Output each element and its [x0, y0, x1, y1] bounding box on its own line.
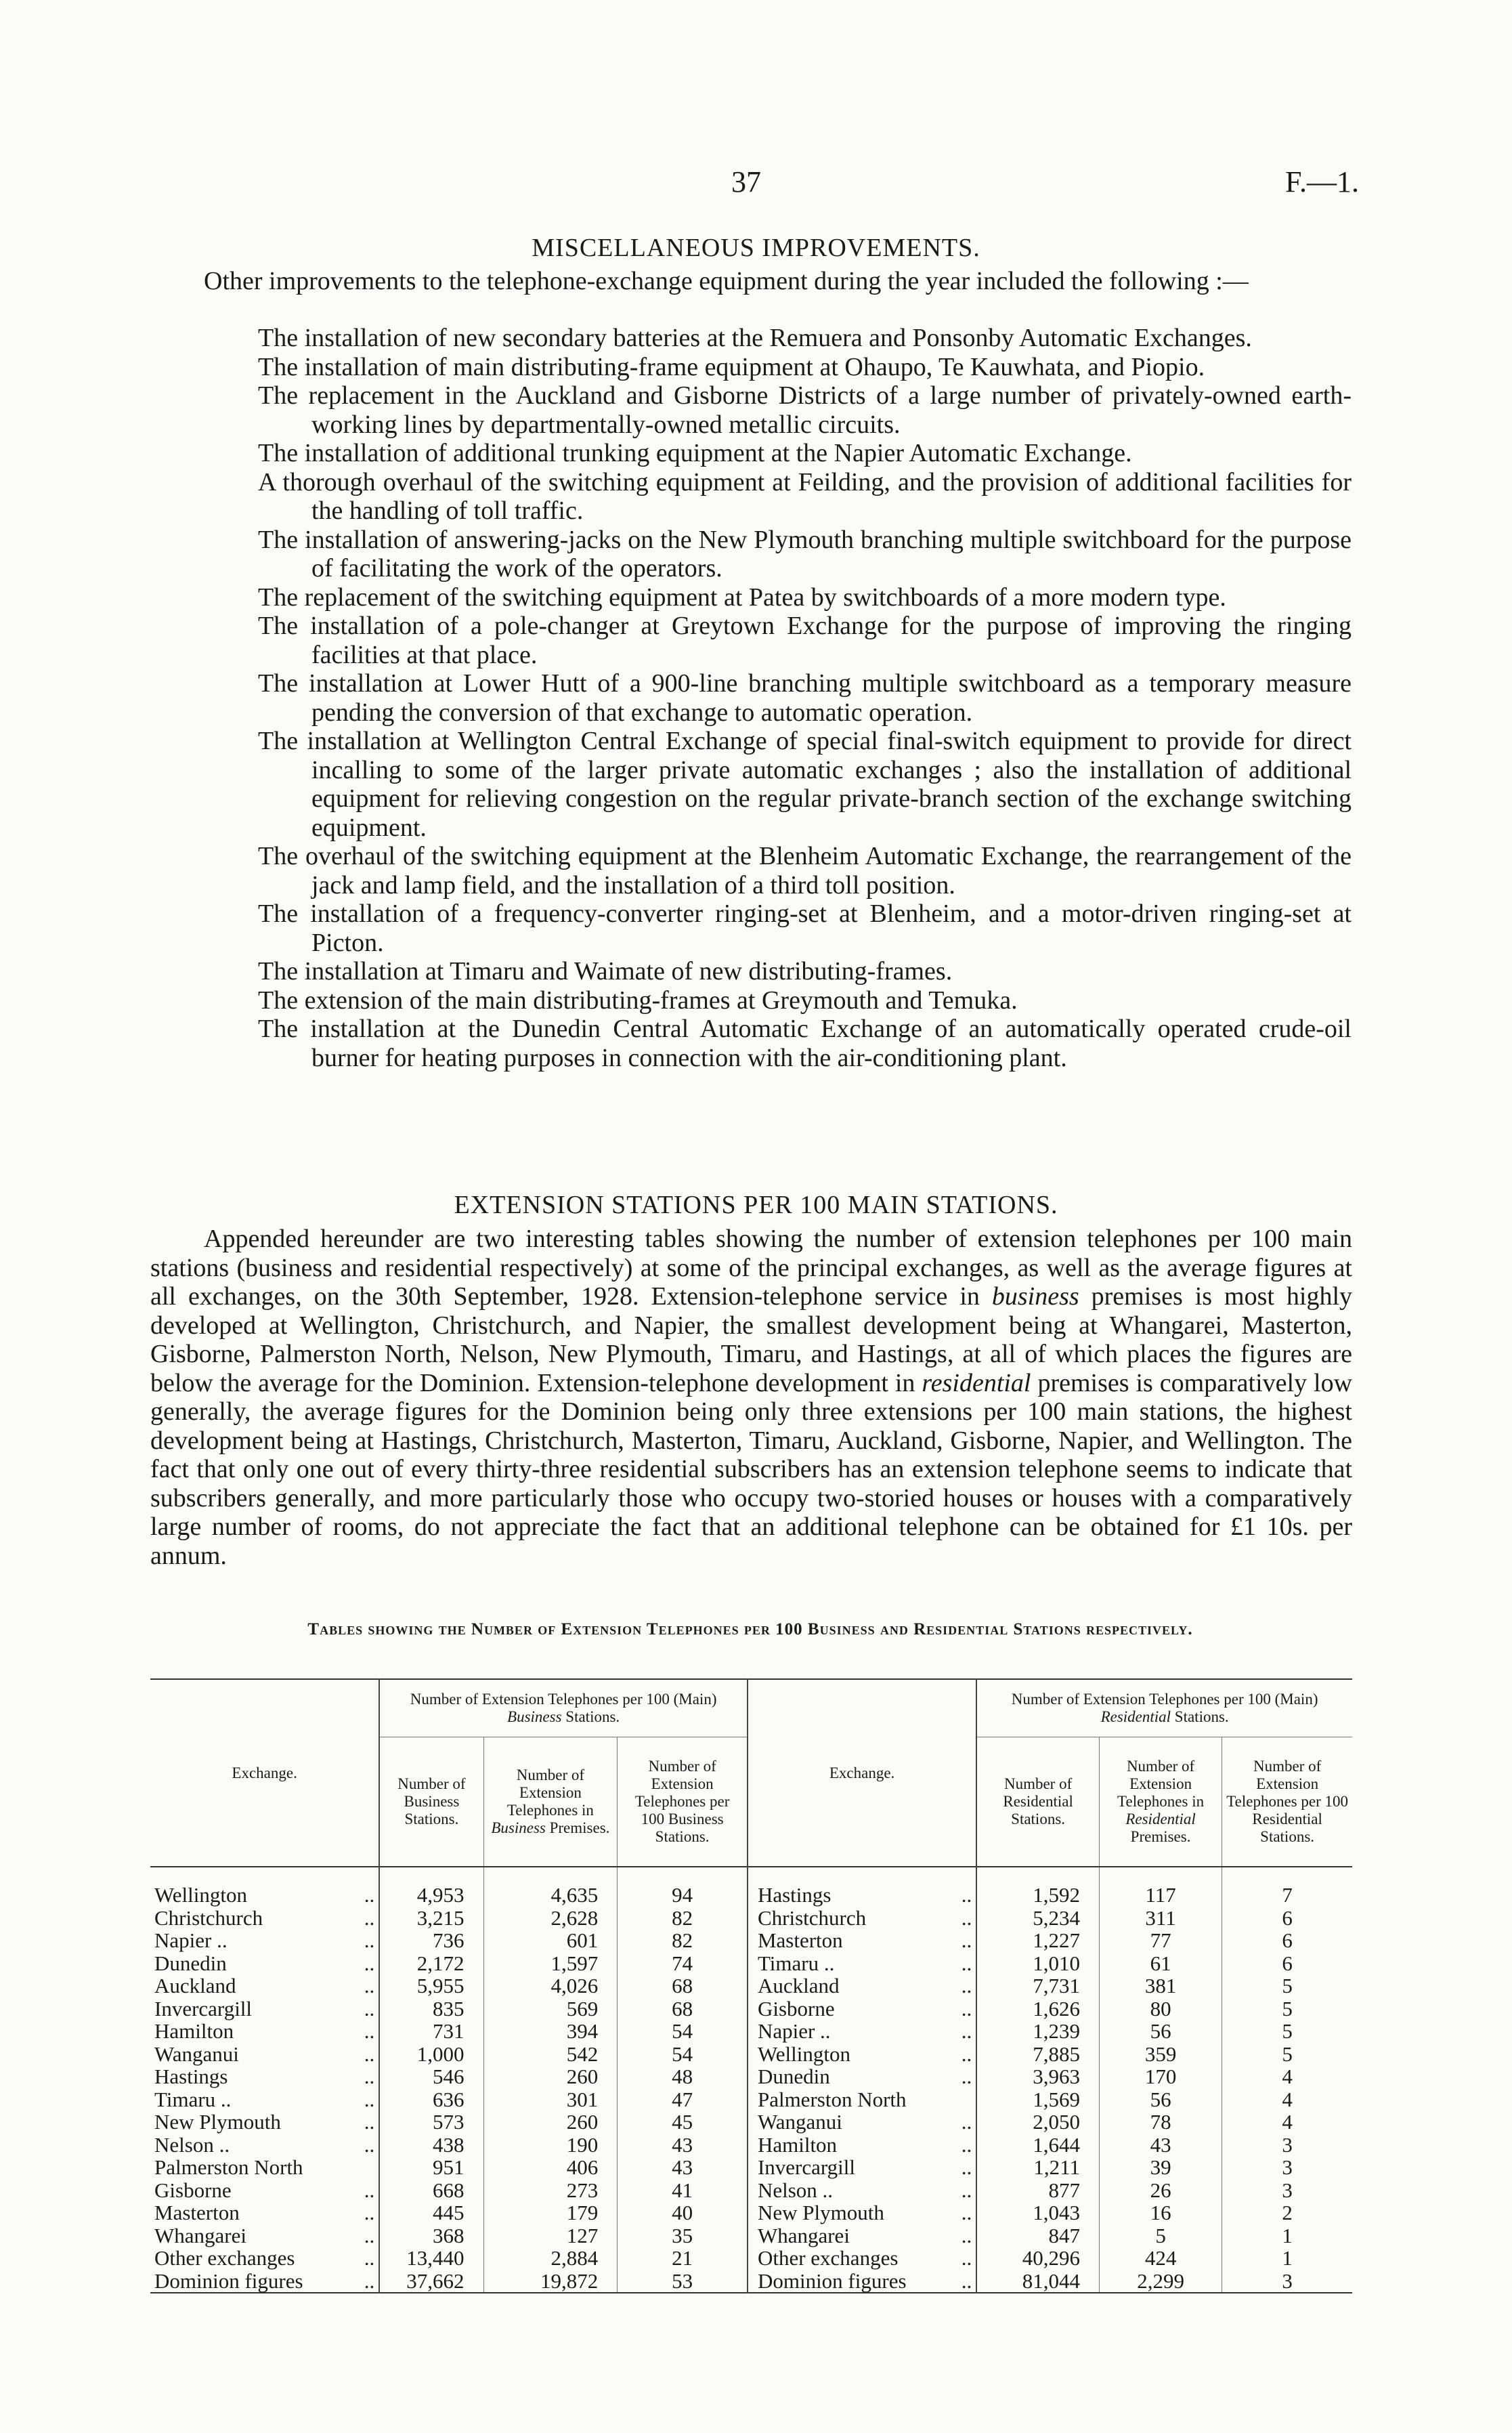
improvement-item: The replacement in the Auckland and Gisborne Districts of a large number of privately-owned earth-working lines by departmentally-owned metallic circuits.: [258, 381, 1352, 439]
business-exchange-name: Nelson ..: [154, 2132, 230, 2157]
leader-dots: ..: [961, 2201, 972, 2224]
leader-dots: ..: [961, 1928, 972, 1952]
business-main-stations: 4,953: [379, 1884, 483, 1907]
leader-dots: ..: [961, 2065, 972, 2088]
business-per100: 40: [618, 2201, 748, 2224]
business-exchange-name: Timaru ..: [154, 2087, 232, 2111]
business-per100: 21: [618, 2247, 748, 2270]
improvement-item: The installation of new secondary batteries at the Remuera and Ponsonby Automatic Exchanges.: [258, 324, 1252, 352]
residential-extension-count: 311: [1099, 1907, 1222, 1930]
residential-per100: 3: [1222, 2179, 1352, 2202]
leader-dots: ..: [364, 2201, 375, 2224]
leader-dots: ..: [364, 1974, 375, 1997]
improvement-item: The extension of the main distributing-frames at Greymouth and Temuka.: [258, 986, 1018, 1015]
table-caption-text: Tables showing the Number of Extension Telephones per 100 Business and Residential Stations respectively.: [307, 1620, 1193, 1638]
leader-dots: ..: [364, 2065, 375, 2088]
residential-extension-count: 381: [1099, 1974, 1222, 1997]
business-extension-count: 4,635: [483, 1884, 618, 1907]
residential-group-header: Number of Extension Telephones per 100 (Main) Residential Stations.: [976, 1679, 1352, 1737]
residential-main-stations: 81,044: [976, 2270, 1099, 2293]
residential-exchange-name: Other exchanges: [748, 2247, 937, 2270]
page-number: 37: [731, 165, 761, 198]
leader-dots: ..: [961, 1883, 972, 1907]
improvement-item: The overhaul of the switching equipment at the Blenheim Automatic Exchange, the rearrangement of the jack and lamp field, and the installation of a third toll position.: [258, 842, 1352, 900]
business-exchange-name: Invercargill: [154, 1996, 253, 2021]
table-row: [150, 1929, 1352, 1952]
leader-dots: ..: [364, 2019, 375, 2043]
residential-per100: 1: [1222, 2247, 1352, 2270]
residential-main-header: Number of Residential Stations.: [976, 1737, 1099, 1867]
residential-exchange-name: Invercargill: [748, 2156, 937, 2179]
business-main-stations: 951: [379, 2156, 483, 2179]
residential-main-stations: 1,211: [976, 2156, 1099, 2179]
residential-extension-count: 2,299: [1099, 2270, 1222, 2293]
residential-per100: 1: [1222, 2224, 1352, 2247]
residential-exchange-name: Hamilton: [748, 2134, 937, 2157]
business-exchange-name: New Plymouth: [154, 2110, 281, 2134]
leader-dots: ..: [961, 1996, 972, 2021]
business-exchange-name: Whangarei: [154, 2223, 246, 2247]
table-row: [150, 2179, 1352, 2202]
residential-main-stations: 1,010: [976, 1952, 1099, 1975]
table-row: [150, 1907, 1352, 1930]
business-extension-count: 601: [483, 1929, 618, 1952]
business-extension-count: 260: [483, 2111, 618, 2134]
misc-heading: MISCELLANEOUS IMPROVEMENTS.: [532, 234, 980, 262]
residential-extension-count: 78: [1099, 2111, 1222, 2134]
residential-per100: 5: [1222, 2020, 1352, 2043]
residential-exchange-name: Auckland: [748, 1974, 937, 1997]
residential-per100: 4: [1222, 2088, 1352, 2111]
business-main-stations: 668: [379, 2179, 483, 2202]
misc-intro: Other improvements to the telephone-exchange equipment during the year included the following :—: [204, 267, 1249, 295]
business-main-stations: 3,215: [379, 1907, 483, 1930]
residential-per100: 5: [1222, 1997, 1352, 2021]
table-row: [150, 2111, 1352, 2134]
leader-dots: ..: [961, 2041, 972, 2066]
leader-dots: ..: [364, 2178, 375, 2202]
residential-main-stations: 40,296: [976, 2247, 1099, 2270]
residential-extension-count: 170: [1099, 2065, 1222, 2088]
residential-extension-count: 26: [1099, 2179, 1222, 2202]
business-main-stations: 835: [379, 1997, 483, 2021]
business-exchange-name: Hamilton: [154, 2019, 234, 2043]
business-extension-count: 2,628: [483, 1907, 618, 1930]
business-exchange-name: Dominion figures: [154, 2268, 303, 2293]
leader-dots: ..: [364, 2110, 375, 2134]
residential-per100: 2: [1222, 2201, 1352, 2224]
table-row: [150, 2247, 1352, 2270]
leader-dots: ..: [364, 1928, 375, 1952]
table-row: [150, 1974, 1352, 1997]
residential-per100: 6: [1222, 1929, 1352, 1952]
leader-dots: ..: [364, 2041, 375, 2066]
residential-main-stations: 1,569: [976, 2088, 1099, 2111]
residential-extension-count: 77: [1099, 1929, 1222, 1952]
residential-extension-count: 16: [1099, 2201, 1222, 2224]
business-extension-count: 542: [483, 2043, 618, 2066]
paragraph-text: premises is most highly developed at Wellington, Christchurch, and Napier, the smallest development being at Whangarei, Masterton, Gisborne, Palmerston North, Nelson, New Plymouth, Timaru, and Hastings, at all of which places the figures are below the average for the Dominion. Extension-telephone development in: [150, 1282, 1353, 1397]
improvement-item: The installation of main distributing-frame equipment at Ohaupo, Te Kauwhata, and Piopio.: [258, 352, 1205, 381]
residential-exchange-name: Masterton: [748, 1929, 937, 1952]
residential-per100-header: Number of Extension Telephones per 100 Residential Stations.: [1222, 1737, 1352, 1867]
residential-per100: 6: [1222, 1952, 1352, 1975]
leader-dots: ..: [364, 1996, 375, 2021]
leader-dots: ..: [961, 1951, 972, 1975]
business-group-header: Number of Extension Telephones per 100 (Main) Business Stations.: [379, 1679, 748, 1737]
document-reference: F.—1.: [1285, 165, 1359, 198]
leader-dots: ..: [364, 2268, 375, 2293]
business-extension-count: 394: [483, 2020, 618, 2043]
table-row: [150, 2156, 1352, 2179]
business-per100: 43: [618, 2156, 748, 2179]
residential-main-stations: 847: [976, 2224, 1099, 2247]
business-per100: 35: [618, 2224, 748, 2247]
residential-extension-count: 424: [1099, 2247, 1222, 2270]
leader-dots: ..: [961, 2019, 972, 2043]
business-per100: 41: [618, 2179, 748, 2202]
business-per100: 43: [618, 2134, 748, 2157]
business-per100: 82: [618, 1929, 748, 1952]
residential-extension-count: 43: [1099, 2134, 1222, 2157]
business-per100: 45: [618, 2111, 748, 2134]
business-extension-count: 1,597: [483, 1952, 618, 1975]
residential-exchange-name: Palmerston North: [748, 2088, 937, 2111]
residential-exchange-name: Napier ..: [748, 2020, 937, 2043]
business-main-header: Number of Business Stations.: [379, 1737, 483, 1867]
extension-heading: EXTENSION STATIONS PER 100 MAIN STATIONS.: [454, 1191, 1058, 1219]
residential-exchange-name: Gisborne: [748, 1997, 937, 2021]
business-main-stations: 573: [379, 2111, 483, 2134]
residential-per100: 5: [1222, 2043, 1352, 2066]
business-extension-count: 301: [483, 2088, 618, 2111]
leader-dots: ..: [364, 2132, 375, 2157]
paragraph-text: premises is comparatively low generally, the average figures for the Dominion being only three extensions per 100 main stations, the highest development being at Hastings, Christchurch, Masterton, Timaru, Auckland, Gisborne, Napier, and Wellington. The fact that only one out of every thirty-three residential subscribers has an extension telephone seems to indicate that subscribers generally, and more particularly those who occupy two-storied houses or houses with a comparatively large number of rooms, do not appreciate the fact that an additional telephone can be obtained for £1 10s. per annum.: [150, 1368, 1353, 1570]
residential-extension-count: 117: [1099, 1884, 1222, 1907]
leader-dots: [340, 2156, 379, 2179]
residential-main-stations: 1,239: [976, 2020, 1099, 2043]
business-main-stations: 13,440: [379, 2247, 483, 2270]
business-per100: 53: [618, 2270, 748, 2293]
business-extension-count: 19,872: [483, 2270, 618, 2293]
business-main-stations: 546: [379, 2065, 483, 2088]
business-per100: 68: [618, 1974, 748, 1997]
business-exchange-name: Wanganui: [154, 2041, 239, 2066]
residential-per100: 4: [1222, 2111, 1352, 2134]
leader-dots: ..: [961, 2178, 972, 2202]
residential-exchange-name: Whangarei: [748, 2224, 937, 2247]
residential-exchange-name: New Plymouth: [748, 2201, 937, 2224]
business-main-stations: 2,172: [379, 1952, 483, 1975]
leader-dots: ..: [364, 1951, 375, 1975]
residential-per100: 5: [1222, 1974, 1352, 1997]
leader-dots: [937, 2088, 976, 2111]
business-extension-count: 190: [483, 2134, 618, 2157]
residential-main-stations: 1,592: [976, 1884, 1099, 1907]
business-exchange-name: Wellington: [154, 1883, 247, 1907]
residential-per100: 3: [1222, 2270, 1352, 2293]
emphasis-residential: residential: [922, 1368, 1031, 1397]
business-main-stations: 636: [379, 2088, 483, 2111]
improvement-item: The installation of a pole-changer at Greytown Exchange for the purpose of improving the ringing facilities at that place.: [258, 612, 1352, 669]
business-main-stations: 368: [379, 2224, 483, 2247]
residential-extension-count: 56: [1099, 2020, 1222, 2043]
leader-dots: ..: [961, 2246, 972, 2270]
residential-exchange-name: Dunedin: [748, 2065, 937, 2088]
business-main-stations: 445: [379, 2201, 483, 2224]
leader-dots: ..: [961, 1905, 972, 1930]
residential-main-stations: 2,050: [976, 2111, 1099, 2134]
business-main-stations: 736: [379, 1929, 483, 1952]
business-exchange-name: Masterton: [154, 2201, 240, 2224]
business-per100: 68: [618, 1997, 748, 2021]
table-row: [150, 2224, 1352, 2247]
table-caption: [148, 1620, 1353, 1640]
table-row: [150, 2020, 1352, 2043]
emphasis-business: business: [991, 1282, 1079, 1311]
table-row: [150, 2088, 1352, 2111]
business-extension-count: 4,026: [483, 1974, 618, 1997]
residential-extension-count: 61: [1099, 1952, 1222, 1975]
leader-dots: ..: [961, 2223, 972, 2247]
leader-dots: ..: [961, 2268, 972, 2293]
residential-extension-count: 359: [1099, 2043, 1222, 2066]
residential-main-stations: 1,227: [976, 1929, 1099, 1952]
residential-main-stations: 1,644: [976, 2134, 1099, 2157]
residential-exchange-header: Exchange.: [748, 1679, 976, 1867]
improvements-list: [258, 324, 1352, 1072]
table-row: [150, 1952, 1352, 1975]
business-main-stations: 731: [379, 2020, 483, 2043]
residential-extension-count: 56: [1099, 2088, 1222, 2111]
business-extension-count: 260: [483, 2065, 618, 2088]
leader-dots: ..: [364, 2246, 375, 2270]
residential-exchange-name: Dominion figures: [748, 2270, 937, 2293]
residential-extension-count: 39: [1099, 2156, 1222, 2179]
residential-main-stations: 1,626: [976, 1997, 1099, 2021]
residential-per100: 4: [1222, 2065, 1352, 2088]
leader-dots: ..: [961, 2155, 972, 2179]
table-row: [150, 2043, 1352, 2066]
leader-dots: ..: [961, 2132, 972, 2157]
residential-per100: 6: [1222, 1907, 1352, 1930]
business-extension-count: 127: [483, 2224, 618, 2247]
business-per100: 48: [618, 2065, 748, 2088]
business-extension-count: 179: [483, 2201, 618, 2224]
residential-main-stations: 3,963: [976, 2065, 1099, 2088]
residential-main-stations: 7,731: [976, 1974, 1099, 1997]
business-per100: 54: [618, 2020, 748, 2043]
improvement-item: The installation at the Dunedin Central Automatic Exchange of an automatically operated crude-oil burner for heating purposes in connection with the air-conditioning plant.: [258, 1015, 1352, 1072]
residential-per100: 7: [1222, 1884, 1352, 1907]
business-main-stations: 438: [379, 2134, 483, 2157]
business-exchange-name: Christchurch: [154, 1905, 263, 1930]
residential-main-stations: 5,234: [976, 1907, 1099, 1930]
improvement-item: A thorough overhaul of the switching equipment at Feilding, and the provision of additional facilities for the handling of toll traffic.: [258, 467, 1352, 525]
table-row: [150, 2134, 1352, 2157]
residential-main-stations: 1,043: [976, 2201, 1099, 2224]
extension-stations-table: [150, 1678, 1352, 2307]
residential-extension-count: 80: [1099, 1997, 1222, 2021]
business-main-stations: 5,955: [379, 1974, 483, 1997]
residential-main-stations: 877: [976, 2179, 1099, 2202]
leader-dots: ..: [961, 2110, 972, 2134]
business-exchange-header: Exchange.: [232, 1764, 297, 1781]
business-main-stations: 37,662: [379, 2270, 483, 2293]
business-per100: 54: [618, 2043, 748, 2066]
residential-per100: 3: [1222, 2156, 1352, 2179]
improvement-item: The installation at Timaru and Waimate of new distributing-frames.: [258, 957, 953, 986]
residential-main-stations: 7,885: [976, 2043, 1099, 2066]
business-extension-count: 2,884: [483, 2247, 618, 2270]
residential-per100: 3: [1222, 2134, 1352, 2157]
improvement-item: The installation of a frequency-converter ringing-set at Blenheim, and a motor-driven ringing-set at Picton.: [258, 900, 1352, 957]
residential-exchange-name: Christchurch: [748, 1907, 937, 1930]
improvement-item: The installation of answering-jacks on the New Plymouth branching multiple switchboard for the purpose of facilitating the work of the operators.: [258, 525, 1352, 583]
leader-dots: ..: [364, 1883, 375, 1907]
business-extension-count: 569: [483, 1997, 618, 2021]
business-per100: 82: [618, 1907, 748, 1930]
business-exchange-name: Palmerston North: [154, 2155, 303, 2179]
business-extension-count: 406: [483, 2156, 618, 2179]
leader-dots: ..: [364, 1905, 375, 1930]
business-main-stations: 1,000: [379, 2043, 483, 2066]
paragraph-text: Appended hereunder are two interesting tables showing the number of extension telephones per 100 main stations (business and residential respectively) at some of the principal exchanges, as well as the average figures at all exchanges, on the 30th September, 1928. Extension-telephone service in: [150, 1225, 1352, 1311]
business-per100-header: Number of Extension Telephones per 100 Business Stations.: [618, 1737, 748, 1867]
business-extension-count: 273: [483, 2179, 618, 2202]
improvement-item: The installation at Lower Hutt of a 900-line branching multiple switchboard as a temporary measure pending the conversion of that exchange to automatic operation.: [258, 669, 1352, 727]
business-exchange-name: Dunedin: [154, 1951, 227, 1975]
business-exchange-name: Hastings: [154, 2065, 228, 2088]
table-row: [150, 2201, 1352, 2224]
table-row: [150, 2065, 1352, 2088]
business-exchange-name: Gisborne: [154, 2178, 232, 2202]
table-bottom-rule: [150, 2293, 1352, 2307]
business-per100: 74: [618, 1952, 748, 1975]
table-body: [150, 1884, 1352, 2307]
residential-extension-count: 5: [1099, 2224, 1222, 2247]
improvement-item: The installation of additional trunking equipment at the Napier Automatic Exchange.: [258, 439, 1132, 467]
business-extension-header: Number of Extension Telephones in Business Premises.: [483, 1737, 618, 1867]
improvement-item: The replacement of the switching equipment at Patea by switchboards of a more modern type.: [258, 583, 1226, 612]
business-exchange-name: Auckland: [154, 1974, 236, 1997]
business-per100: 47: [618, 2088, 748, 2111]
table-row: [150, 1997, 1352, 2021]
table-row: [150, 2270, 1352, 2293]
residential-exchange-name: Hastings: [748, 1884, 937, 1907]
residential-exchange-name: Wanganui: [748, 2111, 937, 2134]
residential-extension-header: Number of Extension Telephones in Residential Premises.: [1099, 1737, 1222, 1867]
extension-paragraph: [150, 1225, 1352, 1570]
table-row: [150, 1884, 1352, 1907]
improvement-item: The installation at Wellington Central Exchange of special final-switch equipment to provide for direct incalling to some of the larger private automatic exchanges ; also the installation of additional equipment for relieving congestion on the regular private-branch section of the exchange switching equipment.: [258, 727, 1352, 842]
leader-dots: ..: [364, 2223, 375, 2247]
business-per100: 94: [618, 1884, 748, 1907]
leader-dots: ..: [364, 2087, 375, 2111]
business-exchange-name: Napier ..: [154, 1928, 228, 1952]
residential-exchange-name: Timaru ..: [748, 1952, 937, 1975]
residential-exchange-name: Wellington: [748, 2043, 937, 2066]
residential-exchange-name: Nelson ..: [748, 2179, 937, 2202]
leader-dots: ..: [961, 1974, 972, 1997]
business-exchange-name: Other exchanges: [154, 2246, 295, 2270]
